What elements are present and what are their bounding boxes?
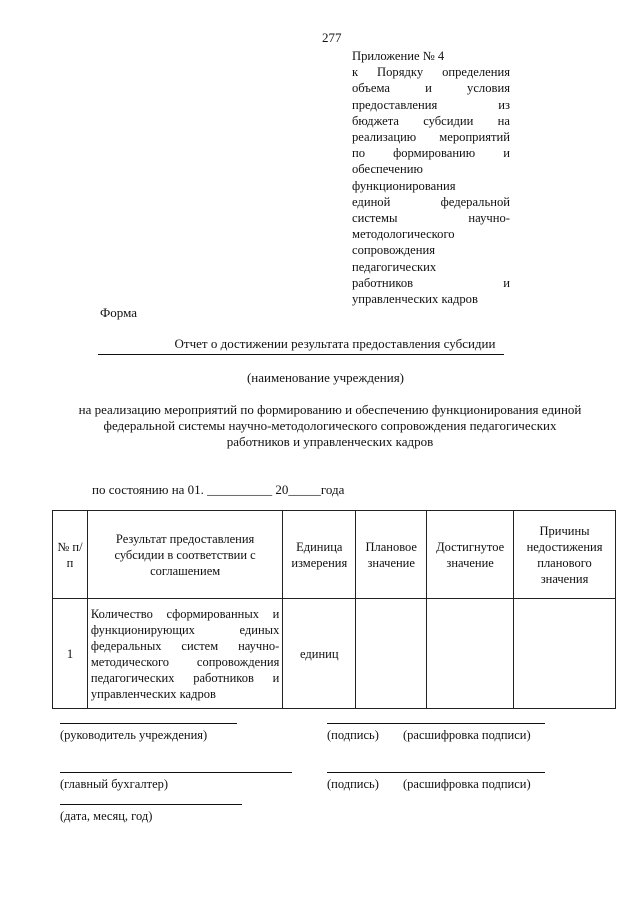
date-line[interactable] <box>60 804 242 805</box>
header-number: № п/п <box>53 511 88 599</box>
as-of-date: по состоянию на 01. __________ 20_____года <box>92 482 345 497</box>
institution-name-line[interactable] <box>98 354 504 355</box>
header-reasons: Причины недостижения планового значения <box>514 511 616 599</box>
appendix-line: по формированию и <box>352 146 510 161</box>
purpose-text <box>50 402 610 450</box>
appendix-block <box>352 48 510 307</box>
appendix-line: системы научно- <box>352 211 510 226</box>
header-result: Результат предоставления субсидии в соответствии с соглашением <box>87 511 282 599</box>
decoding-label: (расшифровка подписи) <box>403 777 531 791</box>
appendix-line: методологического <box>352 227 455 242</box>
table-row <box>53 599 616 709</box>
decoding-label: (расшифровка подписи) <box>403 728 531 742</box>
appendix-line: предоставления из <box>352 97 510 112</box>
appendix-line: обеспечению <box>352 162 423 177</box>
cell-number: 1 <box>53 599 88 709</box>
appendix-line: работников и <box>352 275 510 290</box>
head-label: (руководитель учреждения) <box>60 728 208 742</box>
institution-caption: (наименование учреждения) <box>246 370 405 385</box>
header-planned: Плановое значение <box>356 511 427 599</box>
signature-label: (подпись) <box>327 728 379 742</box>
appendix-line: единой федеральной <box>352 194 510 209</box>
appendix-line: реализацию мероприятий <box>352 130 510 145</box>
accountant-signature-decoding-line[interactable] <box>327 772 545 773</box>
head-signature-line[interactable] <box>60 723 237 724</box>
cell-planned[interactable] <box>356 599 427 709</box>
head-signature-decoding-line[interactable] <box>327 723 545 724</box>
accountant-label: (главный бухгалтер) <box>60 777 169 791</box>
appendix-line: объема и условия <box>352 81 510 96</box>
table-header-row <box>53 511 616 599</box>
appendix-title: Приложение № 4 <box>352 49 445 63</box>
date-label: (дата, месяц, год) <box>60 809 153 823</box>
appendix-line: функционирования <box>352 178 456 193</box>
report-title: Отчет о достижении результата предоставления субсидии <box>174 336 496 351</box>
header-unit: Единица измерения <box>283 511 356 599</box>
cell-unit: единиц <box>283 599 356 709</box>
appendix-line: управленческих кадров <box>352 292 478 307</box>
header-achieved: Достигнутое значение <box>427 511 514 599</box>
signature-label: (подпись) <box>327 777 379 791</box>
appendix-line: бюджета субсидии на <box>352 113 510 128</box>
form-label: Форма <box>100 305 137 320</box>
report-table <box>52 510 616 709</box>
purpose-line: на реализацию мероприятий по формированию и обеспечению функционирования единой <box>78 402 582 417</box>
page-number: 277 <box>322 30 342 45</box>
purpose-line: работников и управленческих кадров <box>226 434 434 449</box>
cell-achieved[interactable] <box>427 599 514 709</box>
cell-result: Количество сформированных и функционирующих единых федеральных систем научно-методического сопровождения педагогических работников и управленческих кадров <box>87 599 282 709</box>
accountant-signature-line[interactable] <box>60 772 292 773</box>
appendix-line: сопровождения <box>352 243 436 258</box>
cell-reasons[interactable] <box>514 599 616 709</box>
appendix-line: педагогических <box>352 259 437 274</box>
purpose-line: федеральной системы научно-методологического сопровождения педагогических <box>103 418 557 433</box>
appendix-line: к Порядку определения <box>352 65 510 80</box>
